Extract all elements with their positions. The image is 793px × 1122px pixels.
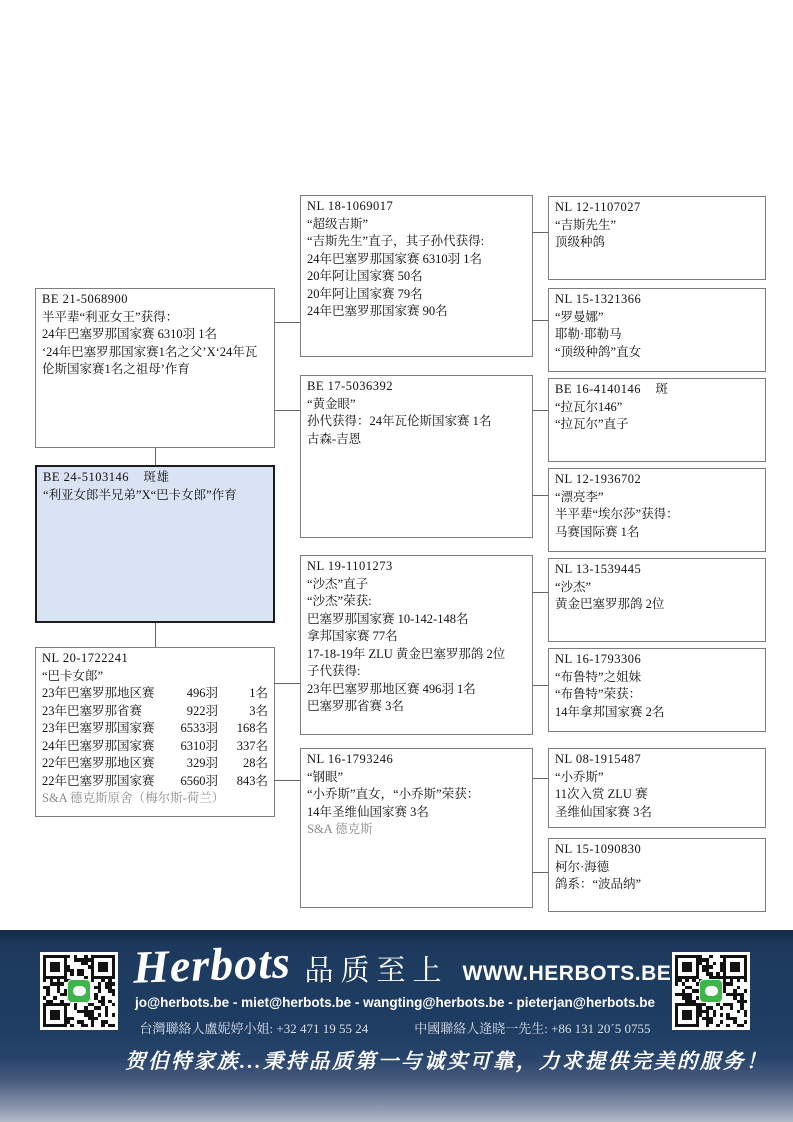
pedigree-box-ggp-3 xyxy=(548,378,766,462)
ring-number: NL 20-1722241 xyxy=(42,651,129,665)
box-text-line: “拉瓦尔146” xyxy=(555,399,623,414)
ring-number: NL 16-1793246 xyxy=(307,752,394,766)
ring-number: NL 12-1107027 xyxy=(555,200,641,214)
box-lines xyxy=(42,668,268,808)
box-text-line: “利亚女郎半兄弟”X“巴卡女郎”作育 xyxy=(43,487,237,502)
box-lines xyxy=(555,859,759,894)
connector-line xyxy=(275,410,300,411)
ring-number: NL 18-1069017 xyxy=(307,199,394,213)
box-text-line: S&A 德克斯原舍（梅尔斯-荷兰） xyxy=(42,791,225,805)
ring-number: BE 24-5103146 斑雄 xyxy=(43,470,170,484)
box-text-line: “小乔斯” xyxy=(555,769,604,784)
connector-line xyxy=(275,780,300,781)
box-text-line: “钢眼” xyxy=(307,769,344,784)
box-text-line: “沙杰”荣获: xyxy=(307,594,372,608)
connector-line xyxy=(155,448,156,465)
box-text-line: 11次入赏 ZLU 赛 xyxy=(555,787,648,801)
box-text-line: 20年阿让国家赛 50名 xyxy=(307,269,423,283)
pedigree-box-ggp-5 xyxy=(548,558,766,642)
box-text-line: “罗曼娜” xyxy=(555,309,604,324)
box-text-line: 马赛国际赛 1名 xyxy=(555,524,640,539)
box-text-line: 14年圣维仙国家赛 3名 xyxy=(307,804,429,819)
contact-taiwan: 台灣聯絡人盧妮婷小姐: +32 471 19 55 24 xyxy=(139,1021,369,1036)
pedigree-box-dam-dam xyxy=(300,748,533,908)
footer xyxy=(0,930,793,1122)
line-qr-code xyxy=(40,952,118,1030)
box-text-line: “吉斯先生”直子，其子孙代获得: xyxy=(307,234,485,248)
brand-row xyxy=(125,936,672,993)
box-text-line: 顶级种鸽 xyxy=(555,235,606,249)
pedigree-box-ggp-4 xyxy=(548,468,766,552)
contact-china: 中國聯絡人逄晓一先生: +86 131 20´5 0755 xyxy=(414,1021,651,1036)
box-lines xyxy=(555,769,759,822)
pedigree-box-ggp-6 xyxy=(548,648,766,732)
box-text-line: 圣维仙国家赛 3名 xyxy=(555,804,652,819)
slogan: 贺伯特家族...秉持品质第一与诚实可靠，力求提供完美的服务！ xyxy=(125,1051,769,1073)
brand-logo: Herbots xyxy=(131,936,292,993)
box-lines xyxy=(43,487,267,505)
box-text-line: S&A 德克斯 xyxy=(307,822,373,836)
website-url: WWW.HERBOTS.BE xyxy=(462,962,672,985)
connector-line xyxy=(533,872,548,873)
box-text-line: ‘24年巴塞罗那国家赛1名之父’X‘24年瓦伦斯国家赛1名之祖母’作育 xyxy=(42,344,258,376)
box-lines xyxy=(307,576,526,716)
box-text-line: 22年巴塞罗那地区赛 329羽 28名 xyxy=(42,756,268,770)
ring-number: NL 15-1321366 xyxy=(555,292,642,306)
contact-line xyxy=(125,1018,665,1037)
box-text-line: 拿邦国家赛 77名 xyxy=(307,629,398,643)
box-text-line: “超级吉斯” xyxy=(307,216,369,231)
box-text-line: 柯尔·海德 xyxy=(555,859,610,874)
box-text-line: “沙杰”直子 xyxy=(307,576,369,591)
pedigree-box-ggp-2 xyxy=(548,288,766,372)
box-text-line: 黄金巴塞罗那鸽 2位 xyxy=(555,597,665,611)
box-text-line: “吉斯先生” xyxy=(555,217,617,232)
box-text-line: “沙杰” xyxy=(555,579,592,594)
box-text-line: “布鲁特”之姐妹 xyxy=(555,669,642,684)
box-text-line: 23年巴塞罗那地区赛 496羽 1名 xyxy=(307,681,476,696)
box-lines xyxy=(307,396,526,449)
footer-content xyxy=(125,936,769,1074)
brand-tagline: 品质至上 xyxy=(304,955,449,987)
box-text-line: 24年巴塞罗那国家赛 90名 xyxy=(307,304,448,318)
box-text-line: 半平辈“利亚女王”获得： xyxy=(42,309,179,324)
pedigree-box-ggp-1 xyxy=(548,196,766,280)
box-lines xyxy=(307,769,526,839)
box-text-line: 24年巴塞罗那国家赛 6310羽 1名 xyxy=(307,251,483,266)
email-line: jo@herbots.be - miet@herbots.be - wangting@herbots.be - pieterjan@herbots.be xyxy=(135,995,655,1010)
box-text-line: 巴塞罗那省赛 3名 xyxy=(307,699,404,713)
box-lines xyxy=(555,309,759,362)
box-text-line: 子代获得: xyxy=(307,664,361,678)
box-text-line: 22年巴塞罗那国家赛 6560羽 843名 xyxy=(42,773,268,788)
connector-line xyxy=(533,320,548,321)
connector-line xyxy=(275,683,300,684)
box-lines xyxy=(42,309,268,379)
box-lines xyxy=(555,579,759,614)
pedigree-box-sire-dam xyxy=(300,375,533,538)
ring-number: NL 12-1936702 xyxy=(555,472,642,486)
box-text-line: 23年巴塞罗那地区赛 496羽 1名 xyxy=(42,686,268,700)
ring-number: NL 08-1915487 xyxy=(555,752,642,766)
box-text-line: 巴塞罗那国家赛 10-142-148名 xyxy=(307,611,469,626)
box-text-line: 14年拿邦国家赛 2名 xyxy=(555,704,665,719)
pedigree-box-dam xyxy=(35,647,275,817)
box-text-line: “巴卡女郎” xyxy=(42,668,104,683)
pedigree-box-ggp-8 xyxy=(548,838,766,912)
ring-number: NL 15-1090830 xyxy=(555,842,642,856)
connector-line xyxy=(533,232,548,233)
pedigree-box-subject xyxy=(35,465,275,623)
box-text-line: 23年巴塞罗那国家赛 6533羽 168名 xyxy=(42,721,268,735)
box-text-line: 半平辈“埃尔莎”获得： xyxy=(555,507,679,521)
pedigree-box-sire-sire xyxy=(300,195,533,357)
box-text-line: 20年阿让国家赛 79名 xyxy=(307,286,423,301)
line-icon xyxy=(67,979,91,1003)
box-lines xyxy=(555,669,759,722)
box-lines xyxy=(555,217,759,252)
connector-line xyxy=(533,592,548,593)
box-text-line: 24年巴塞罗那国家赛 6310羽 337名 xyxy=(42,738,268,753)
connector-line xyxy=(275,322,300,323)
ring-number: BE 17-5036392 xyxy=(307,379,394,393)
box-text-line: “黄金眼” xyxy=(307,396,356,411)
box-lines xyxy=(555,489,759,542)
ring-number: NL 13-1539445 xyxy=(555,562,642,576)
box-text-line: “漂亮李” xyxy=(555,489,604,504)
ring-number: NL 19-1101273 xyxy=(307,559,393,573)
box-text-line: 24年巴塞罗那国家赛 6310羽 1名 xyxy=(42,327,218,341)
box-text-line: 17-18-19年 ZLU 黄金巴塞罗那鸽 2位 xyxy=(307,646,506,661)
pedigree-box-sire xyxy=(35,288,275,448)
pedigree-box-dam-sire xyxy=(300,555,533,735)
wechat-qr-code xyxy=(672,952,750,1030)
box-text-line: 鸽系：“波品纳” xyxy=(555,877,642,891)
connector-line xyxy=(155,623,156,647)
connector-line xyxy=(533,410,548,411)
box-text-line: 孙代获得：24年瓦伦斯国家赛 1名 xyxy=(307,414,492,428)
box-text-line: 古森-吉恩 xyxy=(307,431,362,446)
box-text-line: “小乔斯”直女，“小乔斯”荣获： xyxy=(307,787,480,801)
connector-line xyxy=(533,685,548,686)
box-text-line: “布鲁特”荣获： xyxy=(555,687,642,701)
box-lines xyxy=(555,399,759,434)
pedigree-box-ggp-7 xyxy=(548,748,766,828)
box-text-line: “顶级种鸽”直女 xyxy=(555,344,642,359)
box-text-line: 23年巴塞罗那省赛 922羽 3名 xyxy=(42,703,268,718)
ring-number: BE 21-5068900 xyxy=(42,292,129,306)
box-text-line: 耶勒·耶勒马 xyxy=(555,327,622,341)
box-lines xyxy=(307,216,526,321)
box-text-line: “拉瓦尔”直子 xyxy=(555,417,629,431)
ring-number: NL 16-1793306 xyxy=(555,652,642,666)
ring-number: BE 16-4140146 斑 xyxy=(555,382,669,396)
connector-line xyxy=(533,495,548,496)
wechat-icon xyxy=(699,979,723,1003)
connector-line xyxy=(533,778,548,779)
